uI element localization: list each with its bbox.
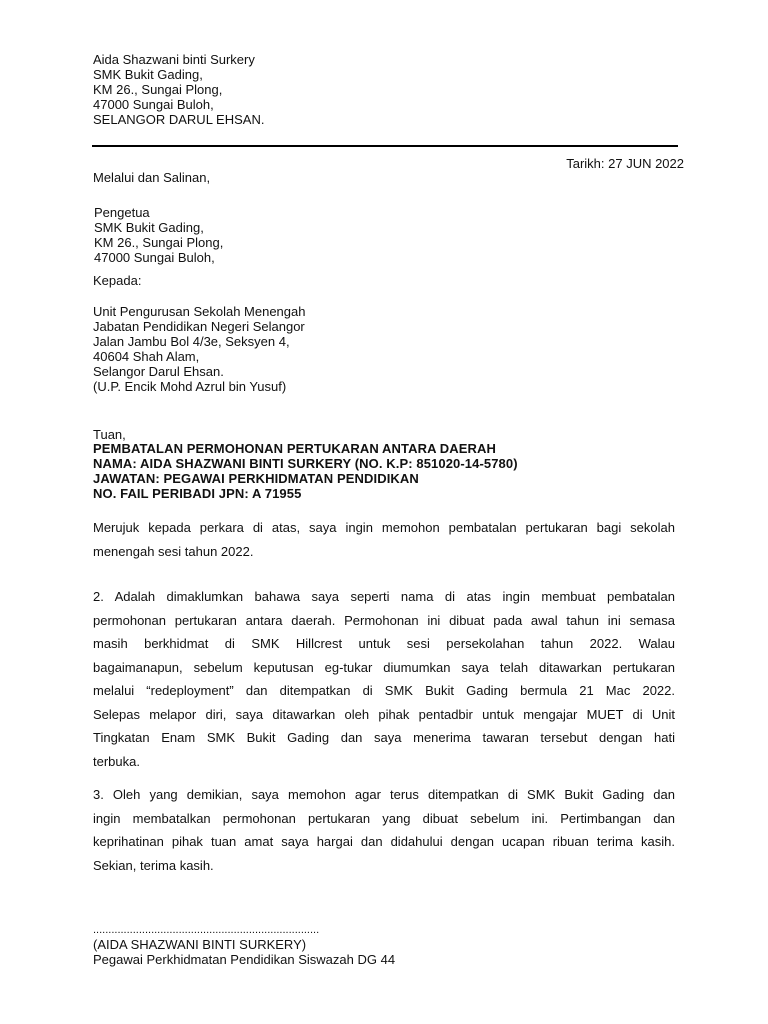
paragraph-line: Selepas melapor diri, saya ditawarkan oleh pihak pentadbir untuk mengajar MUET di Unit (93, 706, 675, 722)
recipient-line: (U.P. Encik Mohd Azrul bin Yusuf) (93, 379, 287, 394)
via-recipient-line: SMK Bukit Gading, (94, 220, 204, 235)
recipient-line: Jabatan Pendidikan Negeri Selangor (93, 319, 305, 334)
subject-title: PEMBATALAN PERMOHONAN PERTUKARAN ANTARA DAERAH (93, 441, 497, 456)
header-divider (92, 145, 678, 147)
salutation (93, 427, 126, 442)
subject-name: NAMA: AIDA SHAZWANI BINTI SURKERY (NO. K.P: 851020-14-5780) (93, 456, 518, 471)
via-recipient-line: KM 26., Sungai Plong, (94, 235, 224, 250)
to-label-text: Kepada: (93, 273, 142, 288)
signature-block (93, 923, 395, 967)
via-recipient-line: Pengetua (94, 205, 150, 220)
subject-file-number: NO. FAIL PERIBADI JPN: A 71955 (93, 486, 302, 501)
paragraph-line: Tingkatan Enam SMK Bukit Gading dan saya menerima tawaran tersebut dengan hati (93, 730, 675, 745)
via-recipient-line: 47000 Sungai Buloh, (94, 250, 215, 265)
via-label (93, 170, 210, 185)
sender-line: 47000 Sungai Buloh, (93, 97, 214, 112)
paragraph-line: terbuka. (93, 753, 140, 769)
recipient-address (93, 304, 305, 394)
salutation-text: Tuan, (93, 427, 126, 442)
paragraph-line: menengah sesi tahun 2022. (93, 543, 254, 559)
sender-line: SMK Bukit Gading, (93, 67, 203, 82)
recipient-line: Jalan Jambu Bol 4/3e, Seksyen 4, (93, 334, 290, 349)
via-label-text: Melalui dan Salinan, (93, 170, 211, 185)
recipient-line: 40604 Shah Alam, (93, 349, 200, 364)
recipient-line: Unit Pengurusan Sekolah Menengah (93, 304, 306, 319)
signature-line: .......................................................................... (93, 924, 320, 936)
sender-line: KM 26., Sungai Plong, (93, 82, 223, 97)
subject-position: JAWATAN: PEGAWAI PERKHIDMATAN PENDIDIKAN (93, 471, 419, 486)
paragraph-2 (93, 585, 675, 773)
paragraph-line: 2. Adalah dimaklumkan bahawa saya seperti nama di atas ingin membuat pembatalan (93, 589, 675, 604)
via-recipient-address (94, 205, 223, 265)
letter-date: Tarikh: 27 JUN 2022 (566, 156, 684, 171)
sender-name: Aida Shazwani binti Surkery (93, 52, 255, 67)
paragraph-3 (93, 783, 675, 877)
paragraph-line: melalui “redeployment” dan ditempatkan di SMK Bukit Gading bermula 21 Mac 2022. (93, 683, 675, 698)
signatory-name: (AIDA SHAZWANI BINTI SURKERY) (93, 937, 307, 952)
recipient-line: Selangor Darul Ehsan. (93, 364, 224, 379)
paragraph-line: ingin membatalkan permohonan pertukaran yang dibuat sebelum ini. Pertimbangan dan (93, 810, 675, 826)
paragraph-line: masih berkhidmat di SMK Hillcrest untuk sesi persekolahan tahun 2022. Walau (93, 636, 675, 651)
sender-address (93, 52, 264, 127)
paragraph-1 (93, 516, 675, 563)
paragraph-line: Merujuk kepada perkara di atas, saya ingin memohon pembatalan pertukaran bagi sekolah (93, 520, 675, 535)
signatory-title: Pegawai Perkhidmatan Pendidikan Siswazah DG 44 (93, 952, 396, 967)
paragraph-line: 3. Oleh yang demikian, saya memohon agar terus ditempatkan di SMK Bukit Gading dan (93, 787, 675, 802)
subject-block (93, 441, 518, 501)
to-label (93, 273, 141, 288)
paragraph-line: keprihatinan pihak tuan amat saya hargai dan didahului dengan ucapan ribuan terima kasih. (93, 834, 675, 849)
paragraph-line: bagaimanapun, sebelum keputusan eg-tukar diumumkan saya telah ditawarkan pertukaran (93, 659, 675, 675)
sender-line: SELANGOR DARUL EHSAN. (93, 112, 265, 127)
closing-line: Sekian, terima kasih. (93, 857, 214, 873)
paragraph-line: permohonan pertukaran antara daerah. Permohonan ini dibuat pada awal tahun ini semasa (93, 612, 675, 628)
